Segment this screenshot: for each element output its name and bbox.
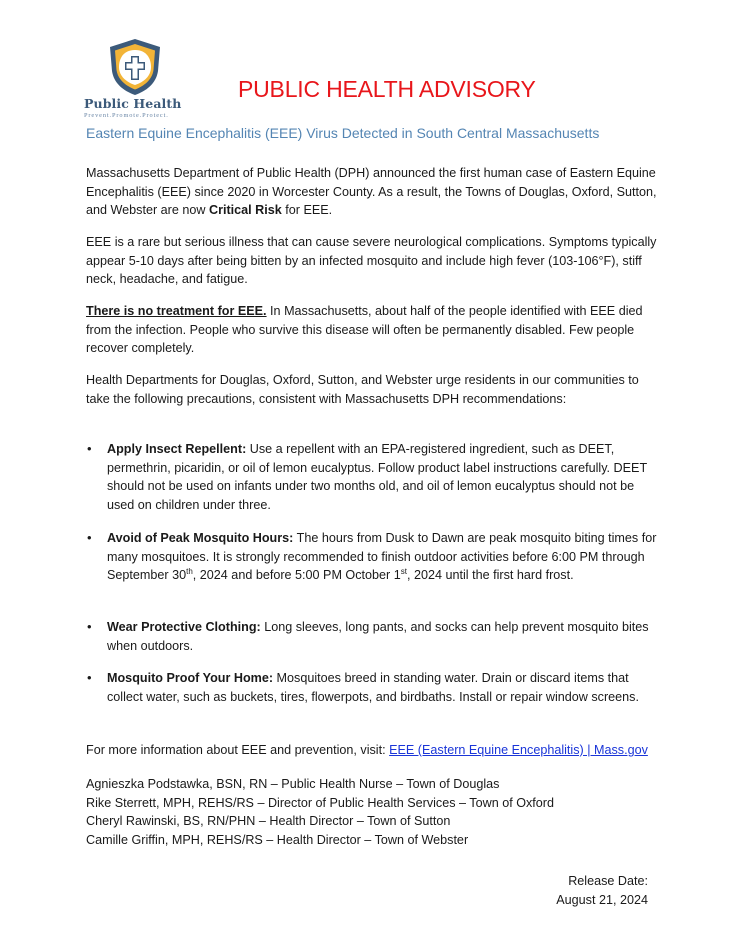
critical-risk-label: Critical Risk (208, 203, 282, 218)
precaution-item-home (86, 669, 661, 706)
release-date-block (556, 872, 648, 909)
precaution-text: , 2024 until the first hard frost. (406, 568, 574, 583)
more-info-text: For more information about EEE and prevention, visit: (86, 743, 390, 757)
signers-list (86, 775, 554, 849)
signer-webster: Camille Griffin, MPH, REHS/RS – Health Director – Town of Webster (86, 832, 469, 847)
signer-douglas: Agnieszka Podstawka, BSN, RN – Public Health Nurse – Town of Douglas (86, 777, 500, 791)
precaution-item-clothing (86, 618, 661, 655)
mass-gov-eee-link[interactable]: EEE (Eastern Equine Encephalitis) | Mass.gov (389, 743, 648, 757)
symptoms-paragraph: EEE is a rare but serious illness that can cause severe neurological complications. Symptoms typically appear 5-10 days after being bitten by an infected mosquito and include high fever (103-106°F), stiff neck, headache, and fatigue. (86, 235, 657, 287)
treatment-paragraph (86, 302, 661, 358)
ordinal-suffix: st (400, 567, 407, 576)
no-treatment-emphasis: There is no treatment for EEE. (86, 304, 267, 318)
precaution-title: Avoid of Peak Mosquito Hours: (107, 531, 294, 545)
precaution-text: Long sleeves, long pants, and socks can help prevent mosquito bites when outdoors. (107, 620, 649, 653)
logo-name: Public Health (84, 96, 182, 111)
release-date-value: August 21, 2024 (556, 892, 648, 907)
precaution-item-repellent (86, 440, 661, 514)
announcement-paragraph (86, 164, 661, 220)
public-health-logo (84, 38, 194, 122)
announcement-text-end: for EEE. (281, 203, 333, 218)
advisory-subtitle: Eastern Equine Encephalitis (EEE) Virus Detected in South Central Massachusetts (86, 125, 600, 141)
ordinal-suffix: th (186, 567, 193, 576)
precautions-intro: Health Departments for Douglas, Oxford, Sutton, and Webster urge residents in our communities to take the following precautions, consistent with Massachusetts DPH recommendations: (86, 373, 639, 406)
precaution-item-peak-hours (86, 529, 661, 585)
precaution-title: Mosquito Proof Your Home: (107, 671, 274, 685)
release-date-label: Release Date: (568, 874, 648, 888)
treatment-text: In Massachusetts, about half of the people identified with EEE died from the infection. People who survive this disease will often be permanently disabled. Few people recover completely. (86, 304, 643, 356)
precaution-text: Use a repellent with an EPA-registered ingredient, such as DEET, permethrin, picaridin, or oil of lemon eucalyptus. Follow product label instructions carefully. DEET should not be used on infants under two months old, and oil of lemon eucalyptus should not be used on children under three. (107, 442, 647, 512)
more-info-line (86, 741, 648, 760)
logo-tagline: Prevent.Promote.Protect. (84, 112, 169, 119)
signer-oxford: Rike Sterrett, MPH, REHS/RS – Director of Public Health Services – Town of Oxford (86, 795, 554, 810)
announcement-text: Massachusetts Department of Public Health (DPH) announced the first human case of Eastern Equine Encephalitis (EEE) since 2020 in Worcester County. As a result, the Towns of Douglas, Oxford, Sutton, and Webster are now (86, 166, 657, 218)
precaution-text: Mosquitoes breed in standing water. Drain or discard items that collect water, such as buckets, tires, flowerpots, and birdbaths. Install or repair window screens. (107, 671, 639, 704)
precaution-text: , 2024 and before 5:00 PM October 1 (192, 568, 401, 583)
precaution-title: Wear Protective Clothing: (107, 620, 261, 634)
shield-cross-icon (108, 38, 162, 96)
advisory-title: PUBLIC HEALTH ADVISORY (238, 76, 536, 102)
signer-sutton: Cheryl Rawinski, BS, RN/PHN – Health Director – Town of Sutton (86, 814, 451, 829)
precaution-text: The hours from Dusk to Dawn are peak mosquito biting times for many mosquitoes. It is strongly recommended to finish outdoor activities before 6:00 PM through September 30 (107, 531, 657, 583)
precaution-title: Apply Insect Repellent: (107, 442, 247, 456)
